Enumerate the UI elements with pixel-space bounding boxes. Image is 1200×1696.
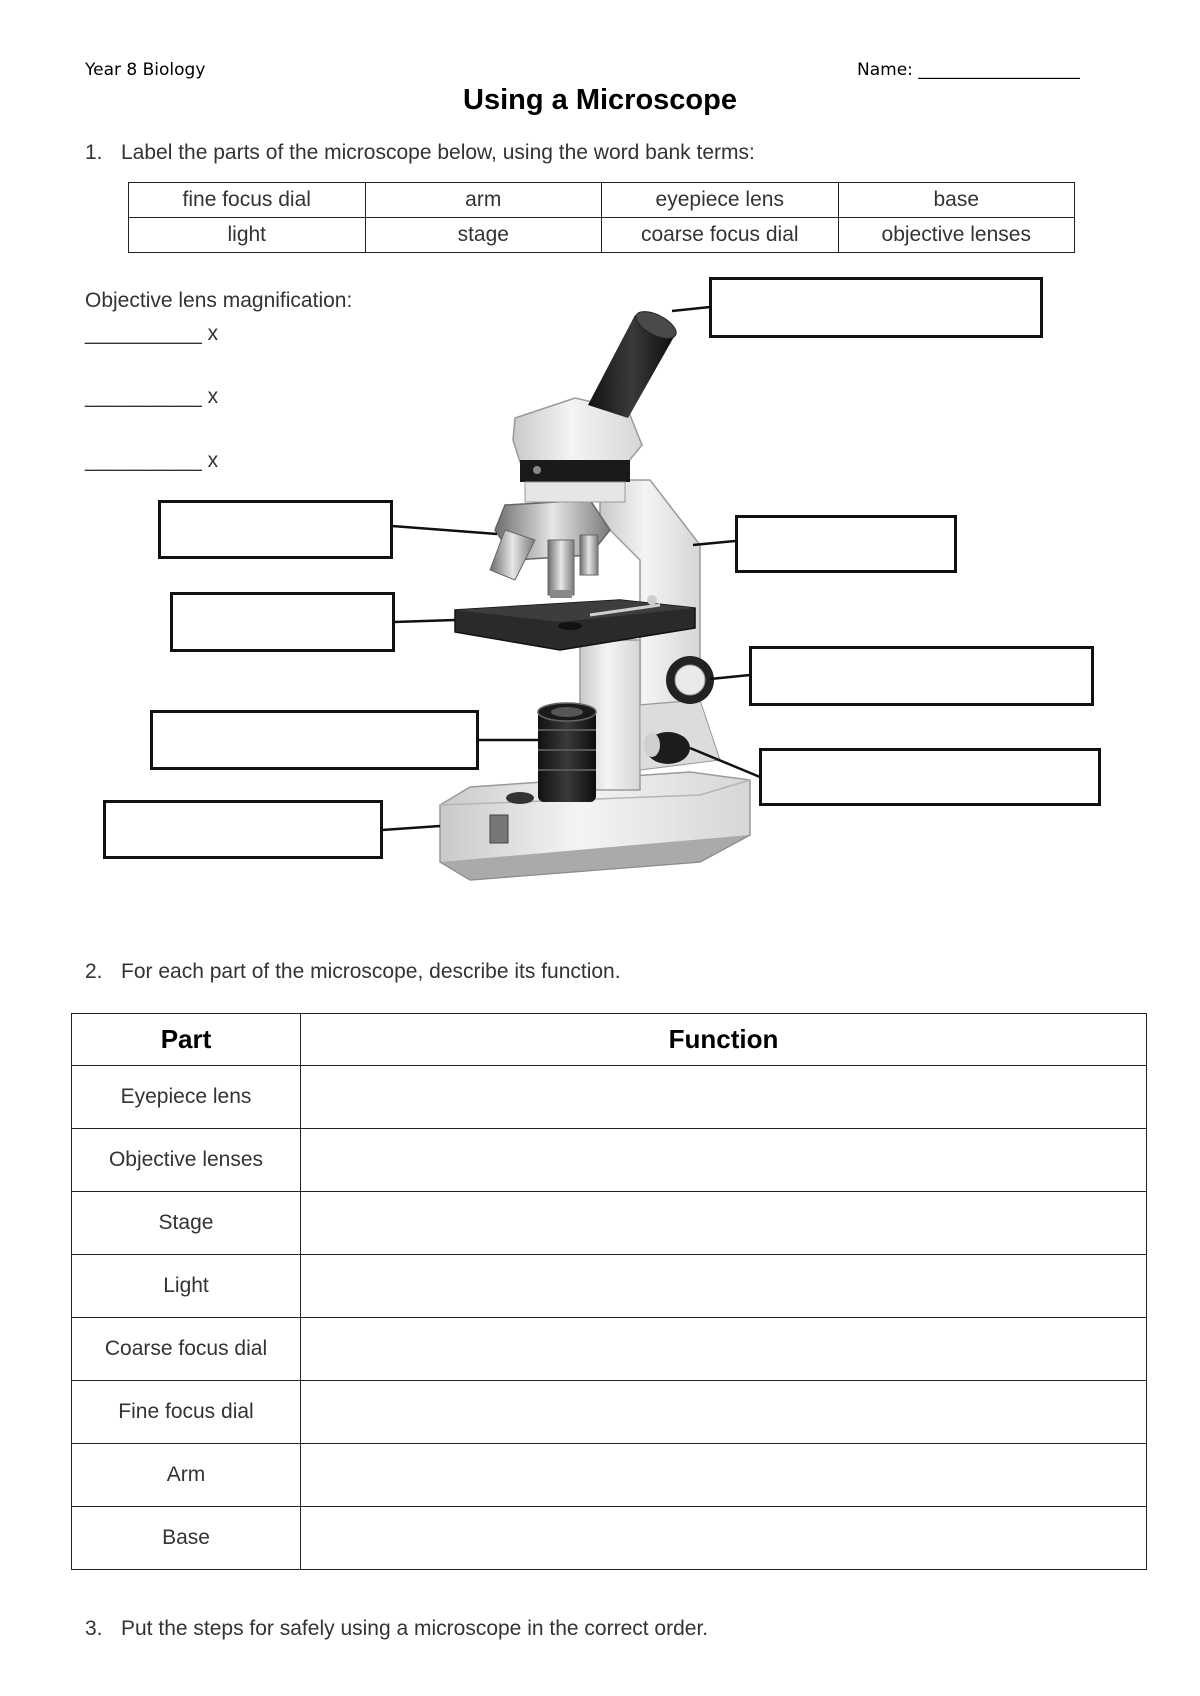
label-box-fine-focus[interactable] xyxy=(749,646,1094,706)
part-cell: Arm xyxy=(72,1444,301,1507)
function-table-header xyxy=(72,1014,1147,1066)
part-cell: Stage xyxy=(72,1192,301,1255)
question-3 xyxy=(85,1617,708,1641)
magnification-blank[interactable]: __________ x xyxy=(85,322,219,345)
function-answer-cell[interactable] xyxy=(301,1318,1147,1381)
course-label: Year 8 Biology xyxy=(85,60,206,80)
label-box-coarse-focus[interactable] xyxy=(759,748,1101,806)
function-answer-cell[interactable] xyxy=(301,1507,1147,1570)
question-2-text: For each part of the microscope, describe its function. xyxy=(121,960,621,983)
part-cell: Objective lenses xyxy=(72,1129,301,1192)
question-1-number: 1. xyxy=(85,141,103,164)
word-bank-term: stage xyxy=(365,218,602,253)
question-3-number: 3. xyxy=(85,1617,103,1640)
word-bank-term: eyepiece lens xyxy=(602,183,839,218)
worksheet-title: Using a Microscope xyxy=(463,84,737,116)
word-bank-term: light xyxy=(129,218,366,253)
label-box-eyepiece[interactable] xyxy=(709,277,1043,338)
table-row xyxy=(72,1066,1147,1129)
function-table xyxy=(71,1013,1147,1570)
question-3-text: Put the steps for safely using a microscope in the correct order. xyxy=(121,1617,709,1640)
word-bank-term: arm xyxy=(365,183,602,218)
part-cell: Coarse focus dial xyxy=(72,1318,301,1381)
function-answer-cell[interactable] xyxy=(301,1381,1147,1444)
table-row xyxy=(72,1255,1147,1318)
microscope-light xyxy=(538,703,596,802)
word-bank-term: fine focus dial xyxy=(129,183,366,218)
part-header: Part xyxy=(72,1014,301,1066)
word-bank-term: objective lenses xyxy=(838,218,1075,253)
part-cell: Base xyxy=(72,1507,301,1570)
magnification-blank[interactable]: __________ x xyxy=(85,385,219,408)
function-header: Function xyxy=(301,1014,1147,1066)
word-bank-term: coarse focus dial xyxy=(602,218,839,253)
question-2-number: 2. xyxy=(85,960,103,983)
function-answer-cell[interactable] xyxy=(301,1129,1147,1192)
table-row xyxy=(72,1507,1147,1570)
label-box-light[interactable] xyxy=(150,710,479,770)
question-1-text: Label the parts of the microscope below, using the word bank terms: xyxy=(121,141,755,164)
magnification-label: Objective lens magnification: xyxy=(85,289,353,312)
fine-focus-dial xyxy=(666,656,714,704)
function-answer-cell[interactable] xyxy=(301,1444,1147,1507)
label-box-objectives[interactable] xyxy=(158,500,393,559)
name-field[interactable]: Name: ___________________ xyxy=(857,60,1080,80)
microscope-objectives xyxy=(490,500,610,598)
label-box-stage[interactable] xyxy=(170,592,395,652)
label-box-base[interactable] xyxy=(103,800,383,859)
table-row xyxy=(72,1129,1147,1192)
magnification-blank[interactable]: __________ x xyxy=(85,449,219,472)
table-row xyxy=(72,1444,1147,1507)
word-bank-term: base xyxy=(838,183,1075,218)
part-cell: Light xyxy=(72,1255,301,1318)
function-answer-cell[interactable] xyxy=(301,1192,1147,1255)
label-box-arm[interactable] xyxy=(735,515,957,573)
function-answer-cell[interactable] xyxy=(301,1066,1147,1129)
function-answer-cell[interactable] xyxy=(301,1255,1147,1318)
table-row xyxy=(72,1318,1147,1381)
question-2 xyxy=(85,960,621,984)
part-cell: Fine focus dial xyxy=(72,1381,301,1444)
microscope-eyepiece xyxy=(588,306,680,418)
table-row xyxy=(72,1192,1147,1255)
table-row xyxy=(72,1381,1147,1444)
part-cell: Eyepiece lens xyxy=(72,1066,301,1129)
